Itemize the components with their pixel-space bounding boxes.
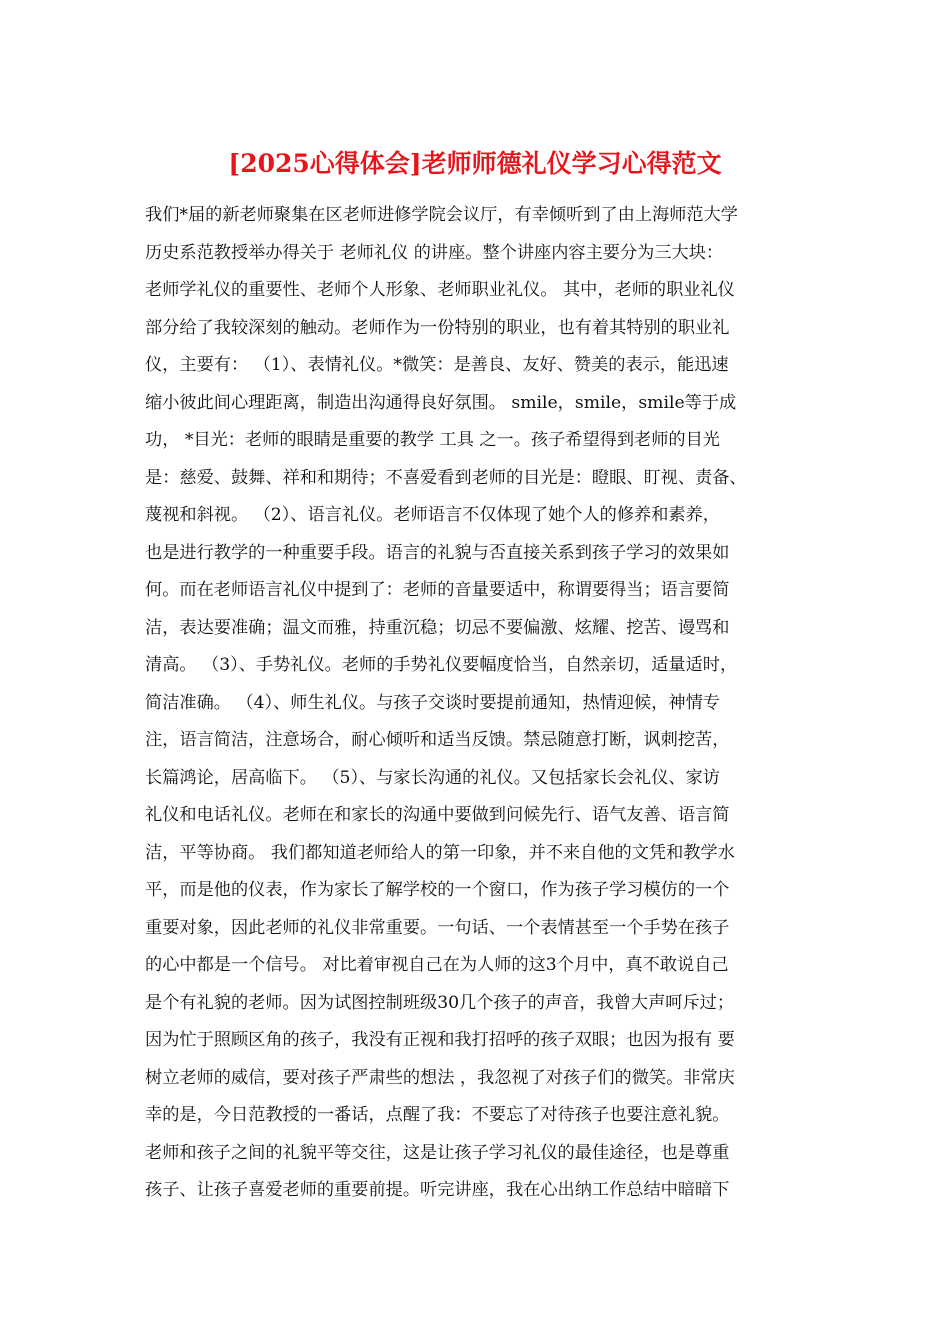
body-line: 平，而是他的仪表，作为家长了解学校的一个窗口，作为孩子学习模仿的一个 [145, 880, 730, 900]
body-line: 蔑视和斜视。 （2）、语言礼仪。老师语言不仅体现了她个人的修养和素养， [145, 505, 720, 525]
body-line: 孩子、让孩子喜爱老师的重要前提。听完讲座，我在心出纳工作总结中暗暗下 [145, 1180, 730, 1200]
body-line: 简洁准确。 （4）、师生礼仪。与孩子交谈时要提前通知，热情迎候，神情专 [145, 692, 720, 713]
body-line: 树立老师的威信，要对孩子严肃些的想法 ，我忽视了对孩子们的微笑。非常庆 [145, 1067, 735, 1088]
body-line: 礼仪和电话礼仪。老师在和家长的沟通中要做到问候先行、语气友善、语言简 [145, 805, 730, 825]
body-line: 历史系范教授举办得关于 老师礼仪 的讲座。整个讲座内容主要分为三大块： [145, 242, 724, 263]
body-line: 我们*届的新老师聚集在区老师进修学院会议厅，有幸倾听到了由上海师范大学 [145, 205, 738, 225]
body-line: 注，语言简洁，注意场合，耐心倾听和适当反馈。禁忌随意打断，讽刺挖苦， [145, 730, 730, 750]
document-body [145, 197, 815, 1210]
body-line: 老师学礼仪的重要性、老师个人形象、老师职业礼仪。 其中，老师的职业礼仪 [145, 280, 735, 300]
body-line: 清高。 （3）、手势礼仪。老师的手势礼仪要幅度恰当，自然亲切，适量适时， [145, 655, 738, 675]
body-line: 的心中都是一个信号。 对比着审视自己在为人师的这3个月中，真不敢说自己 [145, 955, 729, 975]
body-line: 因为忙于照顾区角的孩子，我没有正视和我打招呼的孩子双眼；也因为报有 要 [145, 1030, 735, 1050]
body-line: 洁，平等协商。 我们都知道老师给人的第一印象，并不来自他的文凭和教学水 [145, 842, 735, 863]
body-line: 仪，主要有： （1）、表情礼仪。*微笑：是善良、友好、赞美的表示，能迅速 [145, 355, 729, 375]
body-line: 何。而在老师语言礼仪中提到了：老师的音量要适中，称谓要得当；语言要简 [145, 580, 730, 600]
body-line: 长篇鸿论，居高临下。 （5）、与家长沟通的礼仪。又包括家长会礼仪、家访 [145, 767, 720, 788]
body-line: 部分给了我较深刻的触动。老师作为一份特别的职业，也有着其特别的职业礼 [145, 317, 730, 338]
body-line: 缩小彼此间心理距离，制造出沟通得良好氛围。 smile，smile，smile等于成 [145, 392, 737, 413]
body-line: 是：慈爱、鼓舞、祥和和期待；不喜爱看到老师的目光是：瞪眼、盯视、责备、 [145, 467, 747, 488]
body-line: 是个有礼貌的老师。因为试图控制班级30几个孩子的声音，我曾大声呵斥过； [145, 992, 735, 1013]
document-title: [2025心得体会]老师师德礼仪学习心得范文 [228, 149, 722, 178]
body-line: 重要对象，因此老师的礼仪非常重要。一句话、一个表情甚至一个手势在孩子 [145, 917, 730, 938]
body-line: 功， *目光：老师的眼睛是重要的教学 工具 之一。孩子希望得到老师的目光 [145, 430, 720, 450]
body-line: 洁，表达要准确；温文而雅，持重沉稳；切忌不要偏激、炫耀、挖苦、谩骂和 [145, 617, 730, 638]
body-line: 也是进行教学的一种重要手段。语言的礼貌与否直接关系到孩子学习的效果如 [145, 542, 730, 563]
body-line: 老师和孩子之间的礼貌平等交往，这是让孩子学习礼仪的最佳途径，也是尊重 [145, 1142, 730, 1163]
body-line: 幸的是，今日范教授的一番话，点醒了我：不要忘了对待孩子也要注意礼貌。 [145, 1105, 730, 1125]
